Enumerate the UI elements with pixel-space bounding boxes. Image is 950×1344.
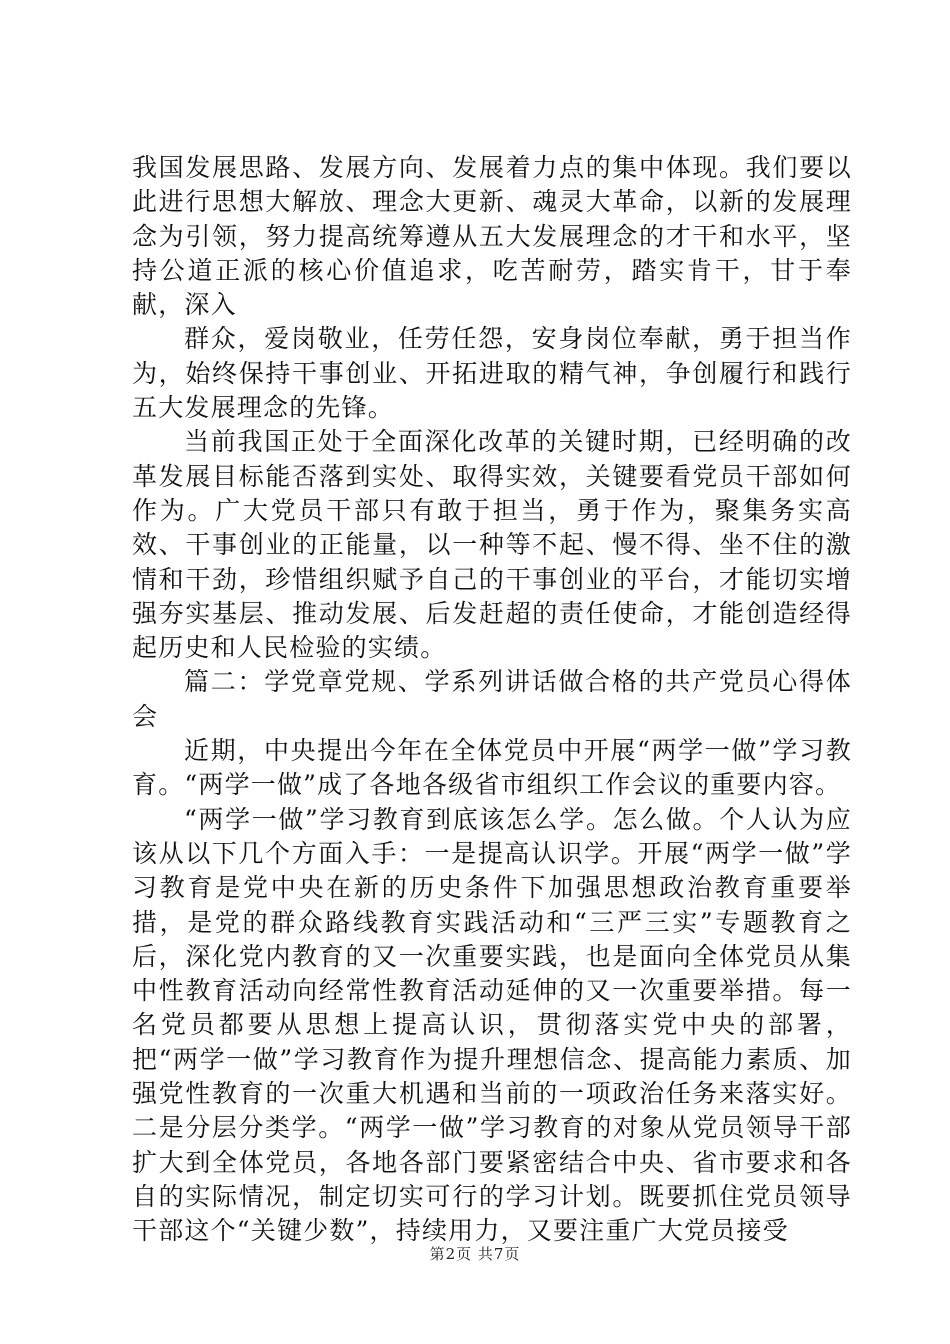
document-body: [132, 151, 852, 1249]
section-heading: 篇二：学党章党规、学系列讲话做合格的共产党员心得体会: [132, 667, 852, 731]
paragraph: 群众，爱岗敬业，任劳任怨，安身岗位奉献，勇于担当作为，始终保持干事创业、开拓进取的精气神，争创履行和践行五大发展理念的先锋。: [132, 324, 852, 423]
paragraph: 当前我国正处于全面深化改革的关键时期，已经明确的改革发展目标能否落到实处、取得实效，关键要看党员干部如何作为。广大党员干部只有敢于担当，勇于作为，聚集务实高效、干事创业的正能量，以一种等不起、慢不得、坐不住的激情和干劲，珍惜组织赋予自己的干事创业的平台，才能切实增强夯实基层、推动发展、后发赶超的责任使命，才能创造经得起历史和人民检验的实绩。: [132, 427, 852, 663]
paragraph: “两学一做”学习教育到底该怎么学。怎么做。个人认为应该从以下几个方面入手：一是提高认识学。开展“两学一做”学习教育是党中央在新的历史条件下加强思想政治教育重要举措，是党的群众路线教育实践活动和“三严三实”专题教育之后，深化党内教育的又一次重要实践，也是面向全体党员从集中性教育活动向经常性教育活动延伸的又一次重要举措。每一名党员都要从思想上提高认识，贯彻落实党中央的部署，把“两学一做”学习教育作为提升理想信念、提高能力素质、加强党性教育的一次重大机遇和当前的一项政治任务来落实好。二是分层分类学。“两学一做”学习教育的对象从党员领导干部扩大到全体党员，各地各部门要紧密结合中央、省市要求和各自的实际情况，制定切实可行的学习计划。既要抓住党员领导干部这个“关键少数”，持续用力，又要注重广大党员接受: [132, 804, 852, 1246]
paragraph: 近期，中央提出今年在全体党员中开展“两学一做”学习教育。“两学一做”成了各地各级省市组织工作会议的重要内容。: [132, 736, 852, 800]
page-number-footer: 第2页 共7页: [429, 1245, 521, 1263]
paragraph-continuation: 我国发展思路、发展方向、发展着力点的集中体现。我们要以此进行思想大解放、理念大更新、魂灵大革命，以新的发展理念为引领，努力提高统筹遵从五大发展理念的才干和水平，坚持公道正派的核心价值追求，吃苦耐劳，踏实肯干，甘于奉献，深入: [132, 153, 852, 320]
